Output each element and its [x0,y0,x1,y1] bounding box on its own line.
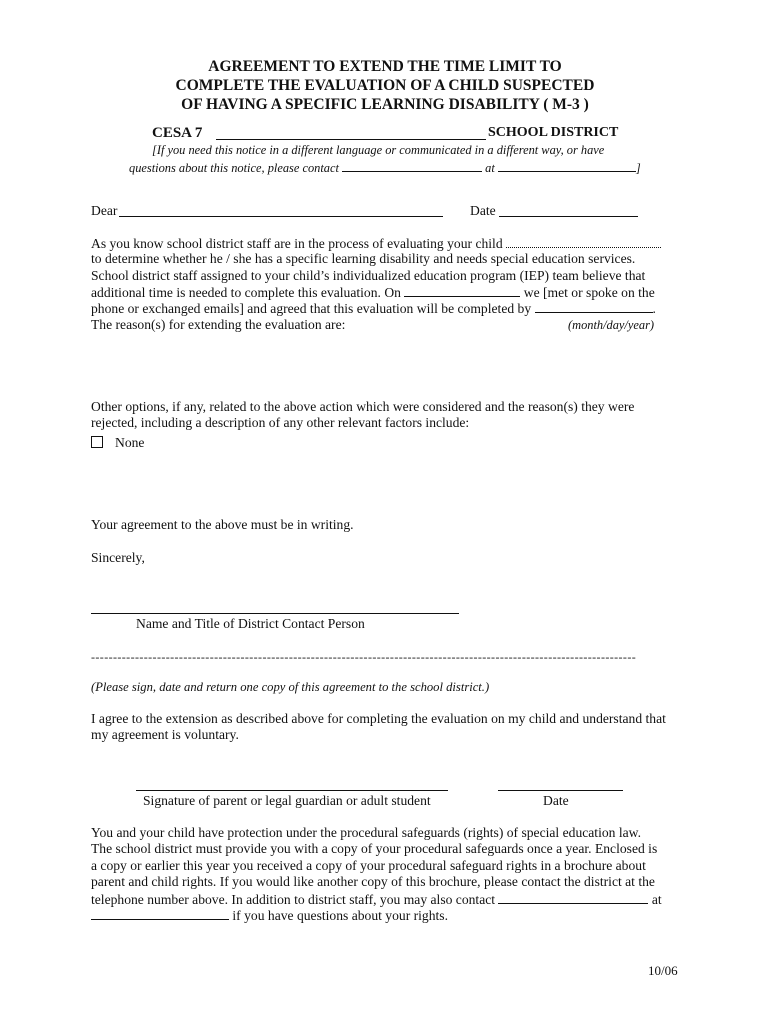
p1-text-1: As you know school district staff are in the process of evaluating your child [91,236,503,251]
none-checkbox[interactable] [91,436,103,448]
dear-label: Dear [91,203,118,218]
notice-contact-phone-field[interactable] [498,159,636,172]
title-line-2: COMPLETE THE EVALUATION OF A CHILD SUSPECTED [175,77,595,94]
signature-date-field[interactable] [498,790,623,791]
p1-text-4a: additional time is needed to complete this evaluation. On [91,285,401,300]
date-field[interactable] [499,216,638,217]
p1-line-4 [91,284,681,301]
p1-line-5 [91,300,681,317]
cesa-label: CESA 7 [152,125,203,141]
signature-date-caption: Date [543,793,569,808]
agree-line-1: I agree to the extension as described above for completing the evaluation on my child and understand that [91,711,666,726]
title-line-3: OF HAVING A SPECIFIC LEARNING DISABILITY ( M-3 ) [181,96,589,113]
p2-line-1: Other options, if any, related to the above action which were considered and the reason(s) they were [91,399,635,414]
rights-line-5 [91,891,681,908]
month-day-year-hint: (month/day/year) [568,318,655,332]
other-contact-name-field[interactable] [498,891,648,904]
rights-at-text: at [651,892,662,907]
p1-line-6: The reason(s) for extending the evaluation are: [91,317,346,332]
agree-line-2: my agreement is voluntary. [91,727,239,742]
district-name-field[interactable] [216,139,486,140]
p1-line-1 [91,235,681,252]
none-label: None [115,435,145,450]
rights-text-5a: telephone number above. In addition to district staff, you may also contact [91,892,496,907]
signature-caption: Signature of parent or legal guardian or adult student [143,793,431,808]
p1-text-4b: we [met or spoke on the [523,285,655,300]
p1-text-5a: phone or exchanged emails] and agreed that this evaluation will be completed by [91,301,532,316]
contact-person-caption: Name and Title of District Contact Person [136,616,365,631]
date-label: Date [470,203,496,218]
rights-line-3: a copy or earlier this year you received a copy of your procedural safeguard rights in a brochure about [91,858,646,873]
completion-date-field[interactable] [535,300,653,313]
school-district-label: SCHOOL DISTRICT [488,125,619,140]
rights-text-6: if you have questions about your rights. [232,908,448,923]
notice-line-1: [If you need this notice in a different language or communicated in a different way, or have [152,143,605,157]
none-option[interactable] [91,435,144,451]
rights-line-1: You and your child have protection under the procedural safeguards (rights) of special education law. [91,825,641,840]
rights-line-6 [91,907,681,924]
rights-line-4: parent and child rights. If you would like another copy of this brochure, please contact the district at the [91,874,655,889]
p1-line-3: School district staff assigned to your child’s individualized education program (IEP) team believe that [91,268,646,283]
district-contact-field[interactable] [91,613,459,614]
rights-line-2: The school district must provide you with a copy of your procedural safeguards once a year. Enclosed is [91,841,658,856]
sincerely-text: Sincerely, [91,550,145,565]
p1-period: . [652,301,656,316]
notice-contact-name-field[interactable] [342,159,482,172]
parent-signature-field[interactable] [136,790,448,791]
return-note: (Please sign, date and return one copy of this agreement to the school district.) [91,680,490,694]
child-name-field[interactable] [506,235,661,248]
notice-line-2 [129,159,641,176]
p2-line-2: rejected, including a description of any other relevant factors include: [91,415,470,430]
agreement-writing-text: Your agreement to the above must be in writing. [91,517,354,532]
dear-name-field[interactable] [119,216,443,217]
notice-contact-text: questions about this notice, please contact [129,161,339,175]
version-footer: 10/06 [648,963,678,978]
notice-bracket: ] [635,161,641,175]
tear-off-separator: ---------------------------------------------------------------------------------------------------------------------------- [91,650,637,664]
title-line-1: AGREEMENT TO EXTEND THE TIME LIMIT TO [208,58,562,75]
meeting-date-field[interactable] [404,284,520,297]
p1-line-2: to determine whether he / she has a specific learning disability and needs special education services. [91,251,636,266]
notice-at-text: at [485,161,495,175]
other-contact-phone-field[interactable] [91,907,229,920]
